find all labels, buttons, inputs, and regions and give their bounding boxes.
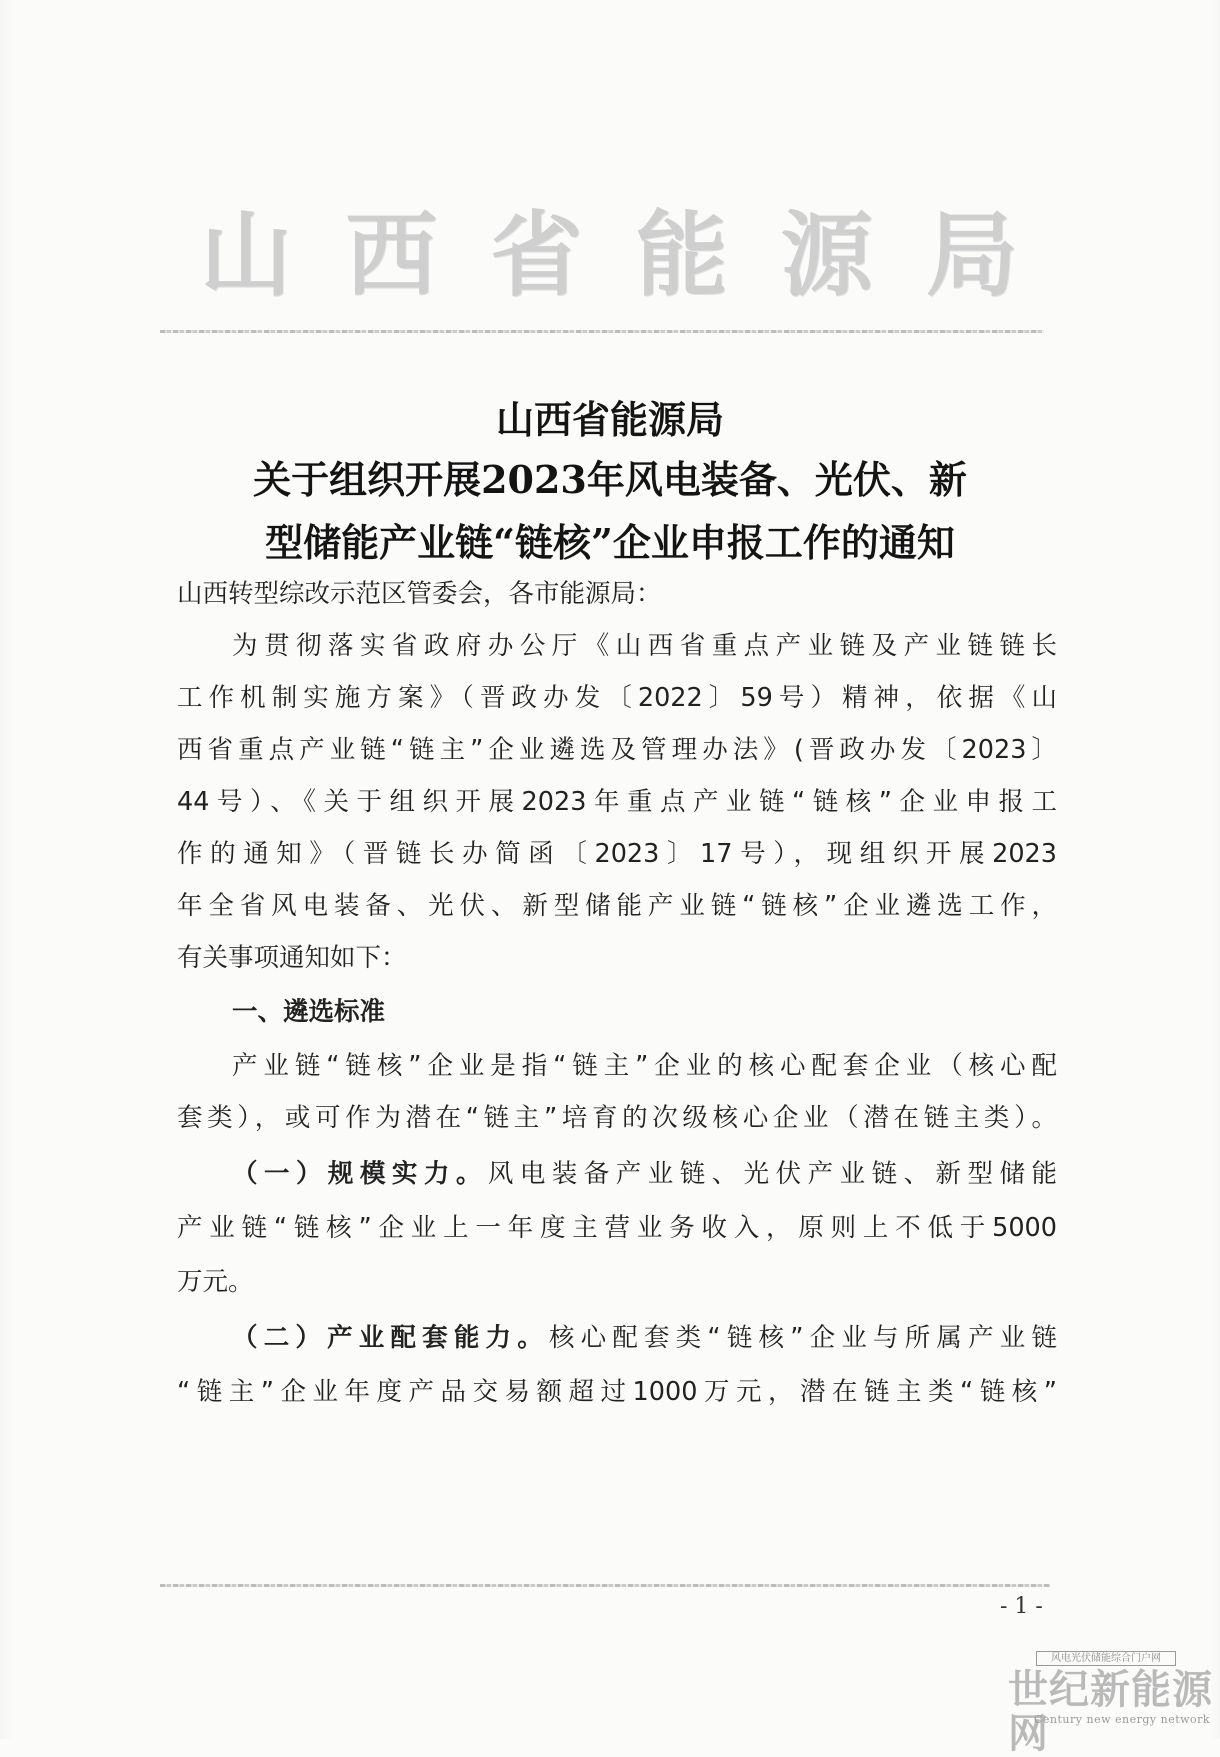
body-line: 年全省风电装备、光伏、新型储能产业链“链核”企业遴选工作， xyxy=(177,891,1057,921)
body-line: 有关事项通知如下： xyxy=(177,943,407,973)
body-line: 万元。 xyxy=(177,1267,254,1297)
letterhead-divider xyxy=(160,330,1044,333)
letterhead-char: 西 xyxy=(345,201,440,309)
body-line: 44号）、《关于组织开展2023年重点产业链“链核”企业申报工 xyxy=(177,787,1057,817)
body-line: 产业链“链核”企业上一年度主营业务收入，原则上不低于5000 xyxy=(177,1213,1057,1243)
watermark-tag: 风电光伏储能综合门户网 xyxy=(1036,1651,1176,1666)
section-heading: 一、遴选标准 xyxy=(232,997,386,1027)
body-line xyxy=(232,1322,1057,1354)
body-line: 为贯彻落实省政府办公厅《山西省重点产业链及产业链链长 xyxy=(232,631,1057,661)
letterhead-char: 山 xyxy=(200,201,295,309)
body-line: “链主”企业年度产品交易额超过1000万元，潜在链主类“链核” xyxy=(177,1377,1057,1407)
page-number: - 1 - xyxy=(1000,1594,1043,1619)
watermark-subtitle: Century new energy network xyxy=(1034,1713,1211,1726)
document-title-line-2: 关于组织开展2023年风电装备、光伏、新 xyxy=(253,457,967,502)
letterhead-char: 能 xyxy=(635,201,730,309)
body-line: 产业链“链核”企业是指“链主”企业的核心配套企业（核心配 xyxy=(232,1051,1057,1081)
body-line: 西省重点产业链“链主”企业遴选及管理办法》(晋政办发〔2023〕 xyxy=(177,735,1057,765)
letterhead-char: 省 xyxy=(490,201,585,309)
body-text: 风电装备产业链、光伏产业链、新型储能 xyxy=(487,1159,1057,1189)
body-line xyxy=(232,1158,1057,1190)
salutation: 山西转型综改示范区管委会，各市能源局： xyxy=(177,579,662,609)
letterhead-char: 局 xyxy=(925,201,1020,309)
document-title-line-3: 型储能产业链“链核”企业申报工作的通知 xyxy=(265,520,955,565)
body-line: 作的通知》（晋链长办简函〔2023〕17号），现组织开展2023 xyxy=(177,839,1057,869)
subsection-lead: （二）产业配套能力。 xyxy=(232,1323,549,1353)
subsection-lead: （一）规模实力。 xyxy=(232,1159,488,1189)
body-text: 核心配套类“链核”企业与所属产业链 xyxy=(548,1323,1057,1353)
body-line: 工作机制实施方案》（晋政办发〔2022〕59号）精神，依据《山 xyxy=(177,683,1057,713)
letterhead xyxy=(200,201,1020,309)
body-line: 套类），或可作为潜在“链主”培育的次级核心企业（潜在链主类）。 xyxy=(177,1103,1057,1133)
document-title-line-1: 山西省能源局 xyxy=(495,397,724,442)
watermark-logo: 世纪新能源网 xyxy=(1008,1666,1213,1757)
letterhead-char: 源 xyxy=(780,201,875,309)
footer-divider xyxy=(160,1584,1050,1587)
